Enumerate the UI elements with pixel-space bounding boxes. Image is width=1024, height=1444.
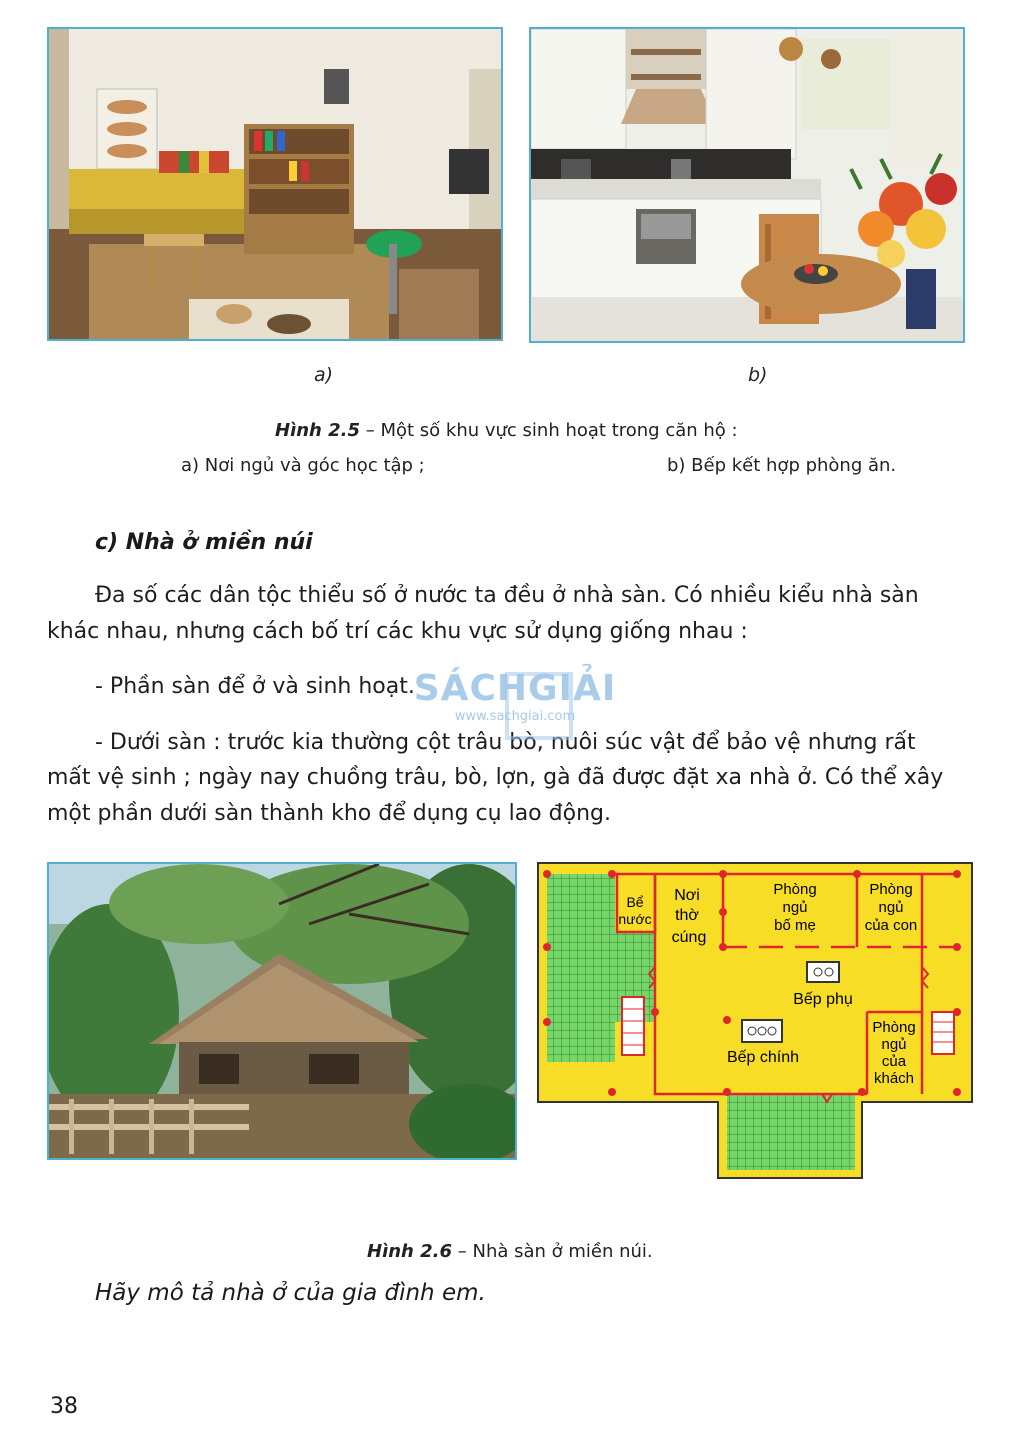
figure-2-6-caption-text: – Nhà sàn ở miền núi. <box>452 1241 653 1262</box>
plan-parents-room-label-3: bố mẹ <box>774 917 816 934</box>
plan-water-tank-label-2: nước <box>618 911 652 927</box>
plan-parents-room-label-2: ngủ <box>782 899 808 916</box>
figure-2-5-caption-b: b) Bếp kết hợp phòng ăn. <box>667 455 897 476</box>
page-number: 38 <box>50 1394 78 1419</box>
plan-altar-label-2: thờ <box>675 907 699 924</box>
figure-2-6-caption <box>367 1241 653 1262</box>
plan-guest-room-label-3: của <box>881 1053 907 1070</box>
paragraph-3-line-1: - Dưới sàn : trước kia thường cột trâu bò, nuôi súc vật để bảo vệ nhưng rất <box>95 730 916 755</box>
plan-guest-room-label-1: Phòng <box>872 1019 916 1036</box>
paragraph-2: - Phần sàn để ở và sinh hoạt. <box>95 674 415 699</box>
bedroom-photo <box>47 27 503 341</box>
plan-altar-label-1: Nơi <box>674 887 700 904</box>
plan-children-room-label-3: của con <box>864 917 918 934</box>
figure-2-5-caption <box>275 420 738 441</box>
plan-guest-room-label-2: ngủ <box>881 1036 907 1053</box>
figure-2-5-label-b: b) <box>748 364 768 386</box>
section-title: c) Nhà ở miền núi <box>95 530 313 555</box>
watermark <box>410 668 620 763</box>
plan-secondary-kitchen-label: Bếp phụ <box>793 991 853 1008</box>
plan-main-kitchen-label: Bếp chính <box>726 1049 800 1066</box>
plan-children-room-label-1: Phòng <box>869 881 913 898</box>
plan-altar-label-3: cúng <box>671 929 707 946</box>
plan-children-room-label-2: ngủ <box>878 899 904 916</box>
paragraph-3-line-3: một phần dưới sàn thành kho để dụng cụ lao động. <box>47 801 611 826</box>
plan-parents-room-label-1: Phòng <box>773 881 817 898</box>
figure-2-5-caption-text: – Một số khu vực sinh hoạt trong căn hộ : <box>360 420 738 441</box>
figure-2-5-caption-a: a) Nơi ngủ và góc học tập ; <box>181 455 425 476</box>
kitchen-photo <box>529 27 965 343</box>
figure-2-5-caption-prefix: Hình 2.5 <box>275 420 361 441</box>
task-prompt: Hãy mô tả nhà ở của gia đình em. <box>95 1280 486 1306</box>
stilt-house-photo <box>47 862 517 1160</box>
plan-water-tank-label-1: Bể <box>626 894 644 910</box>
paragraph-1-line-1: Đa số các dân tộc thiểu số ở nước ta đều ở nhà sàn. Có nhiều kiểu nhà sàn <box>95 583 919 608</box>
paragraph-3-line-2: mất vệ sinh ; ngày nay chuồng trâu, bò, lợn, gà đã được đặt xa nhà ở. Có thể xây <box>47 765 944 790</box>
paragraph-1-line-2: khác nhau, nhưng cách bố trí các khu vực sử dụng giống nhau : <box>47 619 748 644</box>
plan-guest-room-label-4: khách <box>873 1070 915 1087</box>
watermark-url: www.sachgiai.com <box>454 709 576 724</box>
stilt-house-floor-plan <box>537 862 974 1180</box>
figure-2-6-caption-prefix: Hình 2.6 <box>367 1241 453 1262</box>
watermark-main-text: SÁCHGIẢI <box>413 668 617 709</box>
figure-2-5-label-a: a) <box>314 364 334 386</box>
